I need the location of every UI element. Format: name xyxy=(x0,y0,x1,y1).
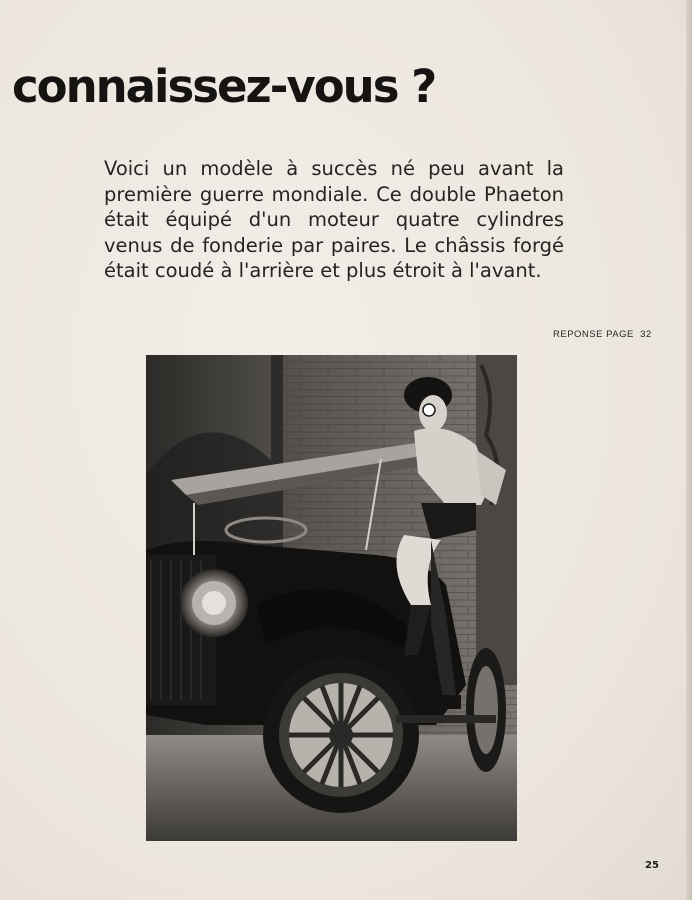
answer-reference-page: 32 xyxy=(640,329,652,340)
photo-illustration xyxy=(146,355,517,841)
answer-reference xyxy=(553,329,652,340)
answer-reference-label: REPONSE PAGE xyxy=(553,329,634,340)
page-edge xyxy=(686,0,692,900)
page-number: 25 xyxy=(645,860,659,871)
intro-paragraph: Voici un modèle à succès né peu avant la première guerre mondiale. Ce double Phaeton était équipé d'un moteur quatre cylindres venus de fonderie par paires. Le châssis forgé était coudé à l'arrière et plus étroit à l'avant. xyxy=(104,157,564,282)
page-title: connaissez-vous ? xyxy=(12,60,436,113)
vintage-car-photo xyxy=(146,355,517,841)
